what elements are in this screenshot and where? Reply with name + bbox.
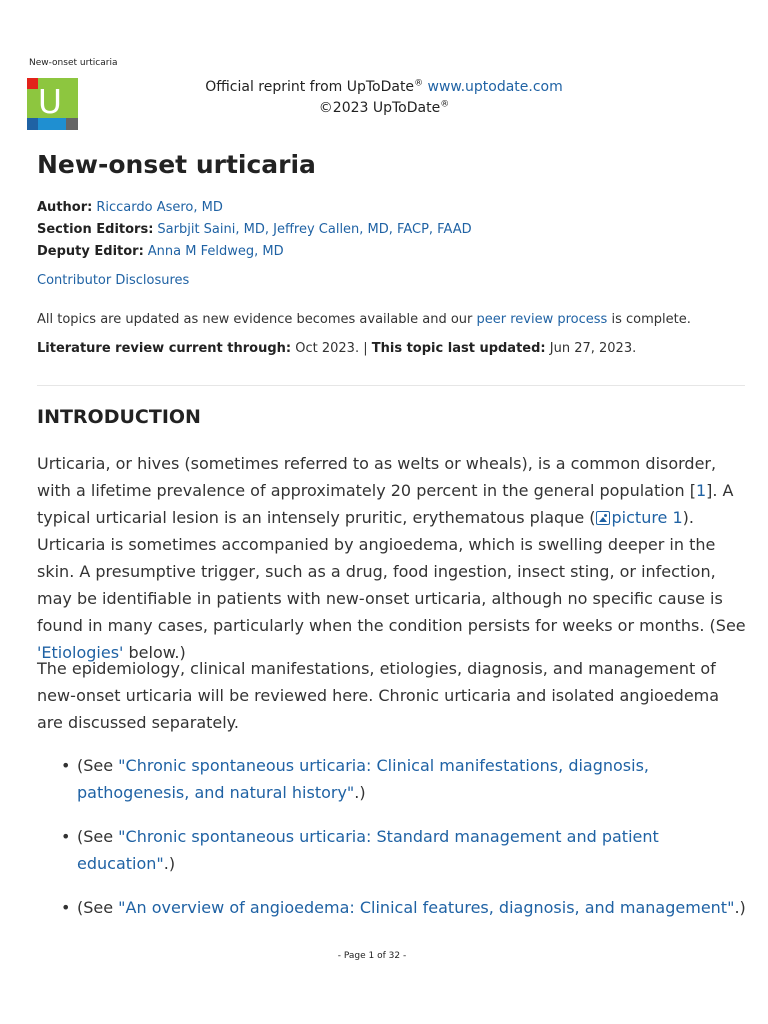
chronic-urticaria-diagnosis-link[interactable]: "Chronic spontaneous urticaria: Clinical manifestations, diagnosis, pathogenesis, and natural history" bbox=[77, 756, 650, 802]
intro-paragraph-1 bbox=[37, 450, 749, 666]
intro-text: ]. A typical urticarial lesion is an intensely pruritic, erythematous plaque ( bbox=[37, 481, 734, 527]
registered-mark: ® bbox=[414, 78, 424, 89]
angioedema-overview-link[interactable]: "An overview of angioedema: Clinical features, diagnosis, and management" bbox=[118, 898, 735, 917]
update-text-start: All topics are updated as new evidence becomes available and our bbox=[37, 312, 473, 327]
chronic-urticaria-management-link[interactable]: "Chronic spontaneous urticaria: Standard management and patient education" bbox=[77, 827, 659, 873]
deputy-editor-label: Deputy Editor: bbox=[37, 244, 144, 259]
reference-1-link[interactable]: 1 bbox=[695, 481, 707, 500]
see-prefix: (See bbox=[77, 827, 119, 846]
separator: | bbox=[363, 341, 368, 356]
list-item bbox=[61, 894, 747, 921]
page-number-footer: - Page 1 of 32 - bbox=[337, 951, 407, 961]
see-also-list bbox=[61, 752, 747, 938]
author-line bbox=[37, 199, 223, 217]
picture-1-label: picture 1 bbox=[611, 508, 683, 527]
reprint-notice bbox=[0, 77, 768, 98]
deputy-editor-link[interactable]: Anna M Feldweg, MD bbox=[147, 244, 284, 259]
see-prefix: (See bbox=[77, 898, 119, 917]
list-item bbox=[61, 752, 747, 806]
see-suffix: .) bbox=[734, 898, 746, 917]
contributor-disclosures-link[interactable]: Contributor Disclosures bbox=[37, 273, 190, 288]
intro-text: Urticaria, or hives (sometimes referred to as welts or wheals), is a common disorder, with a lifetime prevalence of approximately 20 percent in the general population [ bbox=[37, 454, 717, 500]
last-updated-label: This topic last updated: bbox=[371, 341, 546, 356]
contributor-disclosures-row bbox=[37, 273, 189, 288]
logo-letter: U bbox=[37, 82, 63, 121]
registered-mark: ® bbox=[440, 99, 450, 110]
copyright-text: ©2023 UpToDate bbox=[318, 100, 441, 116]
running-title: New-onset urticaria bbox=[29, 58, 118, 68]
update-text-end: is complete. bbox=[611, 312, 691, 327]
bullet: • bbox=[61, 756, 71, 775]
author-label: Author: bbox=[37, 200, 93, 215]
deputy-editor-line bbox=[37, 243, 284, 261]
peer-review-link[interactable]: peer review process bbox=[476, 312, 608, 327]
lit-review-date: Oct 2023. bbox=[295, 341, 360, 356]
see-suffix: .) bbox=[354, 783, 366, 802]
copyright-notice bbox=[0, 98, 768, 119]
etiologies-link[interactable]: 'Etiologies' bbox=[37, 643, 124, 662]
see-suffix: .) bbox=[163, 854, 176, 873]
bullet: • bbox=[61, 827, 71, 846]
section-heading-introduction: INTRODUCTION bbox=[37, 406, 201, 428]
uptodate-website-link[interactable]: www.uptodate.com bbox=[427, 79, 563, 95]
last-updated-date: Jun 27, 2023. bbox=[549, 341, 637, 356]
divider bbox=[37, 385, 745, 386]
section-editors-label: Section Editors: bbox=[37, 222, 154, 237]
picture-1-link[interactable] bbox=[596, 508, 683, 527]
review-dates bbox=[37, 341, 636, 356]
bullet: • bbox=[61, 898, 71, 917]
intro-text: ). Urticaria is sometimes accompanied by angioedema, which is swelling deeper in the skin. A presumptive trigger, such as a drug, food ingestion, insect sting, or infection, may be identifiable in patients with new-onset urticaria, although no specific cause is found in many cases, particularly when the condition persists for weeks or months. (See bbox=[37, 508, 746, 635]
intro-text: below.) bbox=[123, 643, 186, 662]
article-title: New-onset urticaria bbox=[37, 150, 316, 179]
image-icon bbox=[596, 511, 610, 525]
author-link[interactable]: Riccardo Asero, MD bbox=[96, 200, 223, 215]
update-notice bbox=[37, 312, 691, 327]
reprint-text: Official reprint from UpToDate bbox=[205, 79, 415, 95]
section-editors-line bbox=[37, 221, 472, 239]
section-editors-link[interactable]: Sarbjit Saini, MD, Jeffrey Callen, MD, FACP, FAAD bbox=[157, 222, 472, 237]
see-prefix: (See bbox=[77, 756, 119, 775]
logo-gray-square bbox=[66, 118, 78, 130]
list-item bbox=[61, 823, 747, 877]
intro-paragraph-2: The epidemiology, clinical manifestations, etiologies, diagnosis, and management of new-onset urticaria will be reviewed here. Chronic urticaria and isolated angioedema are discussed separately. bbox=[37, 659, 720, 732]
lit-review-label: Literature review current through: bbox=[37, 341, 292, 356]
